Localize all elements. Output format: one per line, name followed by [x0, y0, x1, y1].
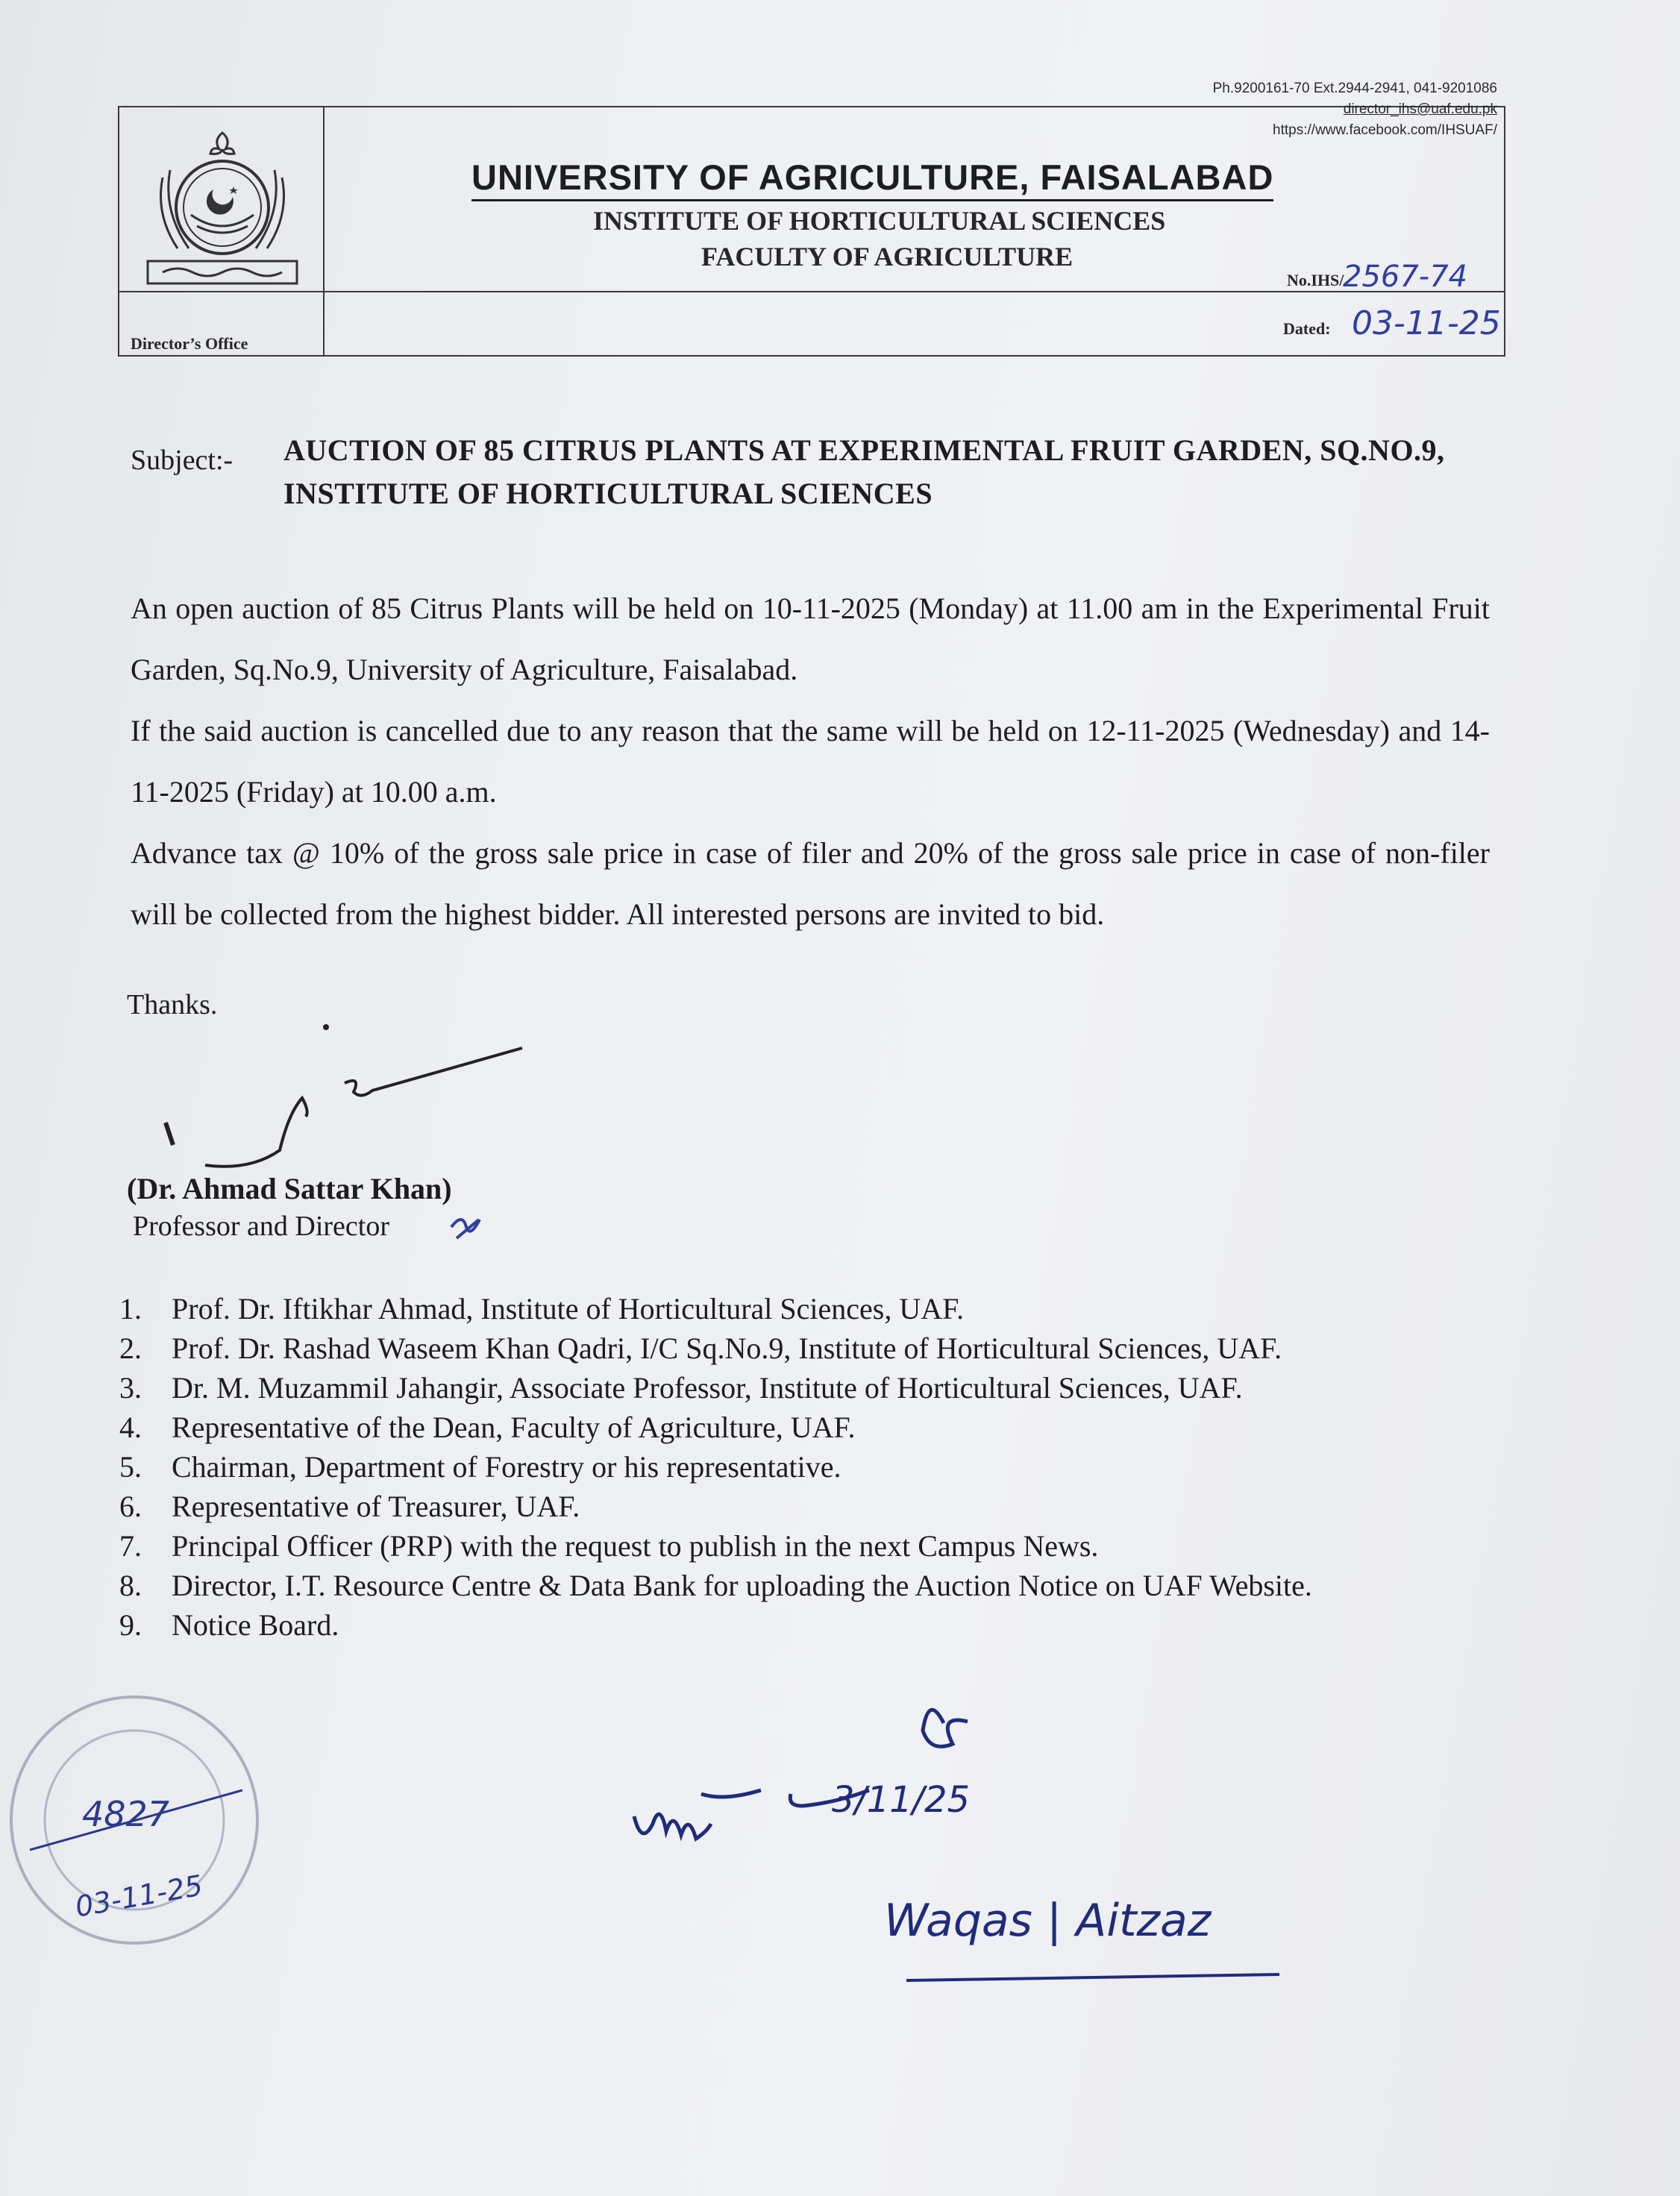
receipt-date: 03-11-25 — [72, 1869, 205, 1924]
list-item: 1. Prof. Dr. Iftikhar Ahmad, Institute of Horticultural Sciences, UAF. — [119, 1292, 965, 1326]
directors-office-label: Director’s Office — [131, 334, 248, 353]
date-value: 03-11-25 — [1352, 304, 1501, 342]
list-item: 7. Principal Officer (PRP) with the request to publish in the next Campus News. — [119, 1529, 1099, 1563]
list-item: 6. Representative of Treasurer, UAF. — [119, 1490, 580, 1523]
contact-phone: Ph.9200161-70 Ext.2944-2941, 041-9201086 — [1212, 81, 1497, 96]
contact-web: https://www.facebook.com/IHSUAF/ — [1273, 122, 1497, 138]
letterhead-divider-vertical — [323, 106, 325, 355]
date-label: Dated: — [1283, 319, 1331, 338]
institute-name: INSTITUTE OF HORTICULTURAL SCIENCES — [593, 206, 1166, 236]
initial-date: 3/11/25 — [832, 1779, 971, 1821]
university-emblem-icon — [133, 118, 312, 293]
body-paragraph: Advance tax @ 10% of the gross sale price in case of filer and 20% of the gross sale price in case of non-filer will be collected from the highest bidder. All interested persons are invited to bid. — [131, 836, 1490, 931]
faculty-name: FACULTY OF AGRICULTURE — [701, 242, 1073, 272]
signatory-name: (Dr. Ahmad Sattar Khan) — [127, 1172, 452, 1205]
letterhead-divider-horizontal — [118, 291, 1504, 292]
list-item: 3. Dr. M. Muzammil Jahangir, Associate Professor, Institute of Horticultural Sciences, UAF. — [119, 1371, 1243, 1405]
list-item: 4. Representative of the Dean, Faculty of Agriculture, UAF. — [119, 1411, 856, 1444]
body-paragraph: If the said auction is cancelled due to any reason that the same will be held on 12-11-2025 (Wednesday) and 14-11-2025 (Friday) at 10.00 a.m. — [131, 714, 1490, 809]
subject-text: AUCTION OF 85 CITRUS PLANTS AT EXPERIMENTAL FRUIT GARDEN, SQ.NO.9, INSTITUTE OF HORTICULTURAL SCIENCES — [283, 433, 1445, 510]
copy-distribution-list — [119, 1289, 1507, 1645]
contact-email: director_ihs@uaf.edu.pk — [1343, 101, 1497, 117]
university-name: UNIVERSITY OF AGRICULTURE, FAISALABAD — [471, 157, 1273, 201]
closing-thanks: Thanks. — [127, 989, 218, 1020]
body-paragraph: An open auction of 85 Citrus Plants will be held on 10-11-2025 (Monday) at 11.00 am in the Experimental Fruit Garden, Sq.No.9, University of Agriculture, Faisalabad. — [131, 592, 1490, 686]
reference-number: 2567-74 — [1343, 260, 1468, 294]
handwritten-names: Waqas | Aitzaz — [884, 1895, 1212, 1947]
list-item: 5. Chairman, Department of Forestry or his representative. — [119, 1450, 841, 1484]
list-item: 8. Director, I.T. Resource Centre & Data Bank for uploading the Auction Notice on UAF Website. — [119, 1569, 1312, 1602]
signatory-designation: Professor and Director — [133, 1211, 390, 1242]
reference-label: No.IHS/ — [1287, 271, 1344, 289]
list-item: 2. Prof. Dr. Rashad Waseem Khan Qadri, I/C Sq.No.9, Institute of Horticultural Sciences, UAF. — [119, 1331, 1282, 1365]
list-item: 9. Notice Board. — [119, 1608, 339, 1642]
subject-label: Subject:- — [131, 445, 233, 476]
receipt-number: 4827 — [82, 1794, 170, 1834]
